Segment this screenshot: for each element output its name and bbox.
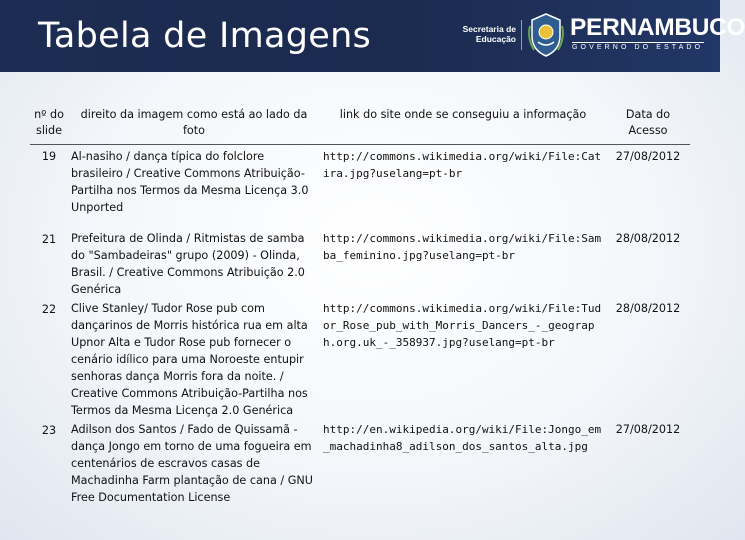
source-link[interactable]: http://en.wikipedia.org/wiki/File:Jongo_em_machadinha8_adilson_dos_santos_alta.jpg [323, 423, 602, 453]
table-row [30, 299, 690, 420]
col-header-date: Data do Acesso [606, 104, 690, 145]
state-logo-subtitle: GOVERNO DO ESTADO [572, 44, 704, 51]
table-row [30, 229, 690, 299]
table-header-row [30, 104, 690, 145]
state-logo-text: PERNAMBUCO [570, 14, 745, 41]
image-rights: Clive Stanley/ Tudor Rose pub com dançarinos de Morris histórica rua em alta Upnor Alta e Tudor Rose pub fornecer o cenário idílico para uma Noroeste entupir senhoras dança Morris fora da noite. / Creative Commons Atribuição-Partilha nos Termos da Mesma Licença 2.0 Genérica [71, 302, 308, 417]
access-date: 28/08/2012 [615, 302, 681, 315]
access-date: 27/08/2012 [615, 423, 681, 436]
slide-number: 21 [41, 233, 57, 246]
slide-number: 19 [41, 150, 57, 163]
access-date: 27/08/2012 [615, 150, 681, 163]
logo-divider [521, 20, 522, 50]
slide-number: 23 [41, 424, 57, 437]
access-date: 28/08/2012 [615, 232, 681, 245]
slide-number: 22 [41, 303, 57, 316]
image-rights: Adilson dos Santos / Fado de Quissamã - dança Jongo em torno de uma fogueira em centenários de escravos casas de Machadinha Farm plantação de cana / GNU Free Documentation License [71, 423, 313, 504]
source-link[interactable]: http://commons.wikimedia.org/wiki/File:Samba_feminino.jpg?uselang=pt-br [323, 232, 602, 262]
page-title: Tabela de Imagens [38, 16, 372, 56]
col-header-link: link do site onde se conseguiu a informação [320, 104, 606, 145]
col-header-slide: nº do slide [30, 104, 68, 145]
image-rights: Prefeitura de Olinda / Ritmistas de samba do "Sambadeiras" grupo (2009) - Olinda, Brasil. / Creative Commons Atribuição 2.0 Genérica [71, 232, 305, 296]
coat-of-arms-icon [526, 12, 566, 58]
table-row [30, 145, 690, 230]
secretaria-label: Secretaria de Educação [462, 24, 516, 44]
source-link[interactable]: http://commons.wikimedia.org/wiki/File:Catira.jpg?uselang=pt-br [323, 150, 602, 180]
header-bar [0, 0, 745, 72]
image-rights: Al-nasiho / dança típica do folclore brasileiro / Creative Commons Atribuição-Partilha nos Termos da Mesma Licença 3.0 Unported [71, 150, 309, 214]
source-link[interactable]: http://commons.wikimedia.org/wiki/File:Tudor_Rose_pub_with_Morris_Dancers_-_geograph.org.uk_-_358937.jpg?uselang=pt-br [323, 302, 602, 349]
col-header-rights: direito da imagem como está ao lado da foto [68, 104, 320, 145]
table-row [30, 420, 690, 507]
image-table [30, 104, 690, 507]
